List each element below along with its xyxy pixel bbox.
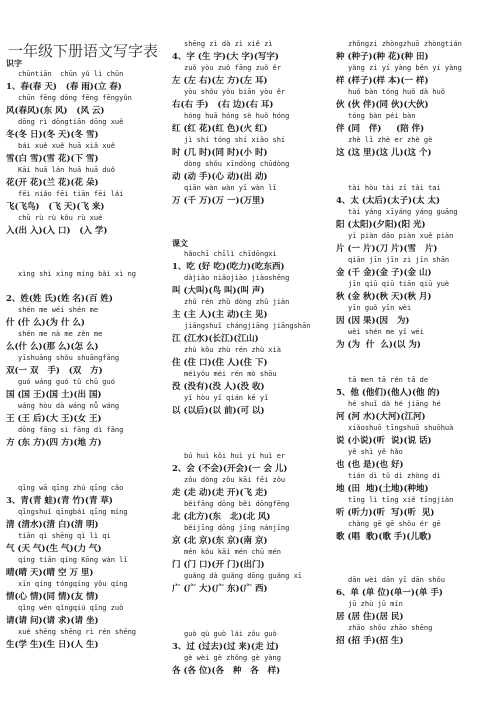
pinyin-line: tián dì tǔ dì zhòng dì (348, 472, 441, 480)
character-entry: 说 (小说)(听 说)(说 话) (336, 436, 432, 446)
pinyin-line: dōng fāng sì fāng dì fāng (18, 426, 124, 434)
pinyin-line: zhè lǐ zhè er zhè gè (348, 136, 433, 144)
section-heading: 识字 (6, 58, 22, 68)
character-entry: 各 (各 位)(各 种 各 样) (172, 666, 281, 676)
pinyin-line: hé shuǐ dà hé jiāng hé (348, 400, 441, 408)
character-entry: 国 (国 王)(国 土)(出 国) (6, 390, 102, 400)
character-entry: 6、单 (单 位)(单一)(单 手) (336, 588, 443, 598)
character-entry: 走 (走 动)(走 开)(飞 走) (172, 488, 268, 498)
character-entry: 广 (广 大)(广 东)(广 西) (172, 584, 268, 594)
character-entry: 片 (一 片)(刀 片)(雪 片) (336, 244, 438, 254)
character-entry: 种 (种子)(种 花)(种 田) (336, 52, 429, 62)
pinyin-line: dān wèi dān yī dān shǒu (348, 576, 445, 584)
document-title: 一年级下册语文写字表 (8, 42, 159, 60)
character-entry: 叫 (大叫)(鸟 叫)(叫 声) (172, 286, 265, 296)
character-entry: 秋 (金 秋)(秋 天)(秋 月) (336, 292, 432, 302)
character-entry: 1、吃 (好 吃)(吃力)(吃东西) (172, 262, 285, 272)
pinyin-line: wáng hòu dà wáng nǚ wáng (18, 402, 120, 410)
pinyin-line: bái xuě xuě huā xiǎ xuě (18, 142, 115, 150)
character-entry: 5、他 (他们)(他人)(他 的) (336, 388, 440, 398)
character-entry: 生(学 生)(生 日)(人 生) (6, 640, 99, 650)
pinyin-line: qīng wā qīng zhú qīng cǎo (18, 484, 124, 492)
pinyin-line: shēng zì dà zì xiě zì (184, 40, 273, 48)
character-entry: 4、字 (生 字)(大 字)(写字) (172, 52, 279, 62)
character-entry: 阳 (太阳)(夕阳)(阳 光) (336, 220, 426, 230)
pinyin-line: dōng rì dōngtiān dōng xuě (18, 118, 124, 126)
character-entry: 这 (这 里)(这 儿)(这 个) (336, 148, 432, 158)
character-entry: 什 (什 么)(为 什 么) (6, 318, 85, 328)
pinyin-line: guò qù guò lái zǒu guò (184, 630, 277, 638)
character-entry: 3、过 (过去)(过 来)(走 过) (172, 642, 279, 652)
character-entry: 王 (王 后)(大 王)(女 王) (6, 414, 102, 424)
pinyin-line: xiǎoshuō tīngshuō shuōhuà (348, 424, 454, 432)
pinyin-line: xīn qíng tóngqíng yǒu qíng (18, 580, 128, 588)
pinyin-line: tiān qì shēng qì lì qi (18, 532, 111, 540)
pinyin-line: Kāi huā lán huā huā duǒ (18, 166, 115, 174)
character-entry: 1、春(春 天) (春 雨)(立 春) (6, 82, 122, 92)
pinyin-line: guó wáng guó tǔ chū guó (18, 378, 115, 386)
pinyin-line: shén me wéi shén me (18, 306, 99, 314)
character-entry: 2、会 (不会)(开会)(一 会 儿) (172, 464, 288, 474)
pinyin-line: guǎng dà guǎng dōng guǎng xī (184, 572, 303, 580)
character-entry: 风(春风)(东 风) (风 云) (6, 106, 105, 116)
character-entry: 万 (千 万)(万 一)(万里) (172, 196, 265, 206)
character-entry: 晴(晴 天)(晴 空 万 里) (6, 568, 94, 578)
pinyin-line: qǐng wèn qǐngqiú qǐng zuò (18, 604, 124, 612)
pinyin-line: qíng tiān qíng Kōng wàn lǐ (18, 556, 128, 564)
character-entry: 情(心 情)(同 情)(友 情) (6, 592, 99, 602)
section-heading: 课文 (172, 238, 188, 248)
character-entry: 京 (北 京)(东 京)(南 京) (172, 536, 268, 546)
pinyin-line: zǒu dòng zǒu kāi fēi zǒu (184, 476, 286, 484)
pinyin-line: mén kǒu kāi mén chū mén (184, 548, 281, 556)
pinyin-line: běijīng dōng jīng nánjīng (184, 524, 290, 532)
pinyin-line: zhǒngzi zhòngzhuō zhòngtián (348, 40, 462, 48)
pinyin-line: qiān wàn wàn yī wàn lǐ (184, 184, 277, 192)
pinyin-line: xìng shì xìng míng bǎi xì ng (18, 270, 137, 278)
character-entry: 2、姓(姓 氏)(姓 名)(百 姓) (6, 294, 113, 304)
pinyin-line: tóng bàn péi bàn (348, 112, 416, 120)
pinyin-line: yí piàn dāo piàn xuě piàn (348, 232, 454, 240)
pinyin-line: chū rù rù kǒu rù xué (18, 214, 103, 222)
character-entry: 金 (千 金)(金 子)(金 山) (336, 268, 432, 278)
pinyin-line: jiāngshuǐ chángjiāng jiāngshān (184, 322, 311, 330)
character-entry: 北 (北方)(东 北)(北 风) (172, 512, 271, 522)
character-entry: 主 (主 人)(主 动)(主 见) (172, 310, 268, 320)
character-entry: 样 (样子)(样 本)(一 样) (336, 76, 429, 86)
pinyin-line: méiyǒu méi rén mò shōu (184, 370, 277, 378)
character-entry: 气 (天 气)(生 气)(力 气) (6, 544, 102, 554)
character-entry: 地 (田 地)(土地)(种地) (336, 484, 429, 494)
pinyin-line: yě shì yě hǎo (348, 448, 403, 456)
character-entry: 冬(冬 日)(冬 天)(冬 雪) (6, 130, 99, 140)
pinyin-line: hóng huā hóng sè huǒ hóng (184, 112, 290, 120)
character-entry: 右(右 手) (右 边)(右 耳) (172, 100, 274, 110)
pinyin-line: jū zhù jū mín (348, 600, 403, 608)
pinyin-line: chūn fēng dōng fēng fēngyǔn (18, 94, 132, 102)
pinyin-line: chàng gē gē shǒu ér gē (348, 520, 441, 528)
pinyin-line: jīn qiū qiū tiān qiū yuè (348, 280, 450, 288)
pinyin-line: xué shēng shēng rì rén shēng (18, 628, 137, 636)
pinyin-line: zuǒ yòu zuǒ fāng zuǒ ěr (184, 64, 281, 72)
character-entry: 花(开 花)(兰 花)(花 朵) (6, 178, 99, 188)
character-entry: 伴 (同 伴) (陪 伴) (336, 124, 425, 134)
character-entry: 时 (几 时)(同 时)(小 时) (172, 148, 268, 158)
character-entry: 以 (以后)(以 前)(可 以) (172, 406, 265, 416)
pinyin-line: bú huì kǒi huì yí huì er (184, 452, 286, 460)
pinyin-line: fēi niǎo fēi tiān fēi lái (18, 190, 124, 198)
character-entry: 入(出 入)(入 口) (入 学) (6, 226, 108, 236)
pinyin-line: qiān jīn jīn zi jīn shān (348, 256, 450, 264)
character-entry: 雪(白 雪)(雪 花)(下 雪) (6, 154, 99, 164)
character-entry: 3、青(青 蛙)(青 竹)(青 草) (6, 496, 113, 506)
pinyin-line: huǒ bàn tóng huǒ dà huǒ (348, 88, 445, 96)
pinyin-line: tā men tā rén tā de (348, 376, 429, 384)
pinyin-line: tài yáng xīyáng yáng guāng (348, 208, 458, 216)
character-entry: 请(请 问)(请 求)(请 坐) (6, 616, 99, 626)
character-entry: 门 (门 口)(开 门)(出门) (172, 560, 265, 570)
character-entry: 清 (清水)(清 白)(清 明) (6, 520, 99, 530)
pinyin-line: yàng zi yí yàng běn yí yàng (348, 64, 462, 72)
character-entry: 居 (居 住)(居 民) (336, 612, 404, 622)
character-entry: 住 (住 口)(住 人)(住 下) (172, 358, 268, 368)
character-entry: 双(一 双 手) (双 方) (6, 366, 103, 376)
pinyin-line: yǐ hòu yǐ qián kě yǐ (184, 394, 269, 402)
pinyin-line: tài hòu tài zǐ tài tai (348, 184, 441, 192)
pinyin-line: gè wèi gè zhǒng gè yàng (184, 654, 281, 662)
pinyin-line: zhǔ rén zhǔ dòng zhǔ jiàn (184, 298, 290, 306)
pinyin-line: yòu shǒu yòu biān yòu ěr (184, 88, 286, 96)
pinyin-line: hǎochī chīlì chīdōngxi (184, 250, 277, 258)
pinyin-line: jì shí tóng shí xiǎo shí (184, 136, 286, 144)
pinyin-line: běifāng dōng běi dōngfēng (184, 500, 290, 508)
character-entry: 没 (没有)(没 人)(没 收) (172, 382, 265, 392)
character-entry: 为 (为 什 么)(以 为) (336, 340, 421, 350)
pinyin-line: yīn guǒ yīn wèi (348, 304, 412, 312)
character-entry: 动 (动 手)(心 动)(出 动) (172, 172, 268, 182)
character-entry: 歌 (唱 歌)(歌 手)(儿歌) (336, 532, 432, 542)
character-entry: 方 (东 方)(四 方)(地 方) (6, 438, 102, 448)
pinyin-line: yīshuāng shǒu shuāngfāng (18, 354, 120, 362)
character-entry: 红 (红 花)(红 色)(火 红) (172, 124, 268, 134)
character-entry: 江 (江水)(长江)(江山) (172, 334, 259, 344)
character-entry: 也 (也 是)(也 好) (336, 460, 404, 470)
pinyin-line: wèi shén me yǐ wéi (348, 328, 424, 336)
character-entry: 飞(飞鸟) (飞 天)(飞 来) (6, 202, 105, 212)
pinyin-line: dòng shǒu xīndòng chūdòng (184, 160, 290, 168)
character-entry: 招 (招 手)(招 生) (336, 636, 404, 646)
character-entry: 么(什 么)(那 么)(怎 么) (6, 342, 99, 352)
pinyin-line: chūntiān chūn yǔ lì chūn (18, 70, 124, 78)
pinyin-line: tīng lì tīng xiě tīngjiàn (348, 496, 454, 504)
pinyin-line: dàjiào niǎojiào jiàoshēng (184, 274, 290, 282)
pinyin-line: shén me nà me zěn me (18, 330, 103, 338)
character-entry: 河 (河 水)(大河)(江河) (336, 412, 426, 422)
character-entry: 听 (听力)(听 写)(听 见) (336, 508, 435, 518)
character-entry: 左 (左 右)(左 方)(左 耳) (172, 76, 268, 86)
pinyin-line: zhù kǒu zhù rén zhù xià (184, 346, 281, 354)
character-entry: 4、太 (太后)(太子)(太 太) (336, 196, 440, 206)
pinyin-line: qīngshuǐ qīngbái qīng míng (18, 508, 128, 516)
character-entry: 伙 (伙 伴)(同 伙)(大伙) (336, 100, 429, 110)
character-entry: 因 (因 果)(因 为) (336, 316, 410, 326)
pinyin-line: zhāo shǒu zhāo shēng (348, 624, 433, 632)
